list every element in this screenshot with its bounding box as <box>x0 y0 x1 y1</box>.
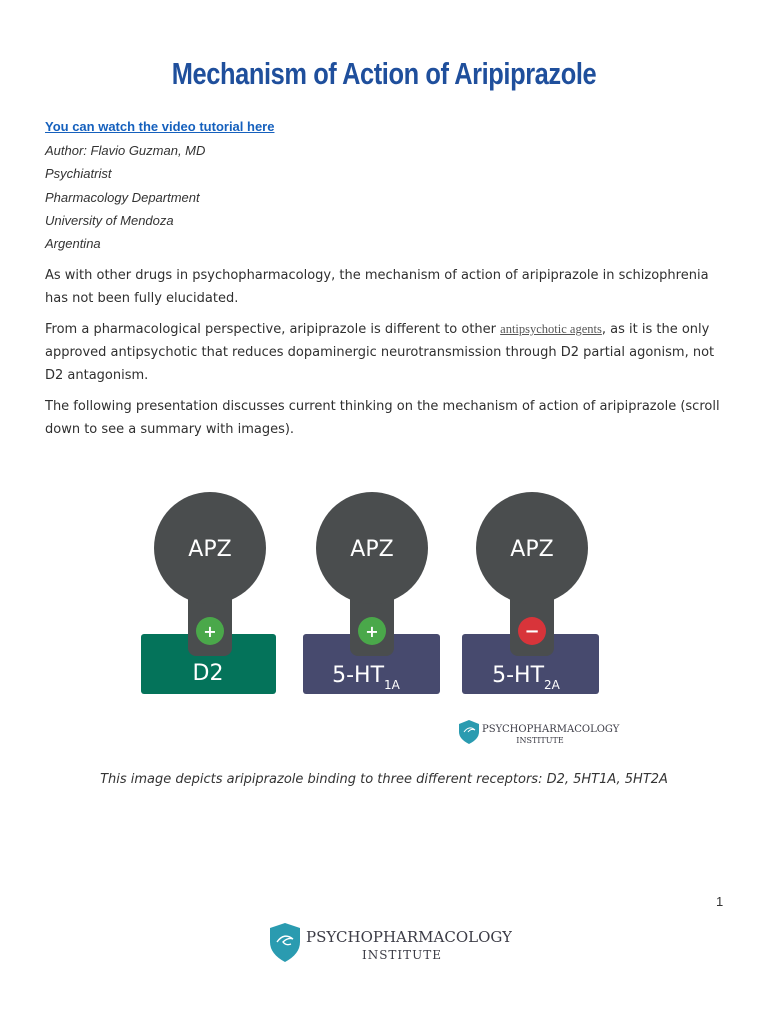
author-university: University of Mendoza <box>45 213 174 228</box>
footer-brand-subname: INSTITUTE <box>361 948 443 962</box>
agonist-plus-sign: + <box>203 622 217 641</box>
receptor-5ht1a-sub: 1A <box>384 678 400 692</box>
pharmacology-text-start: From a pharmacological perspective, aripiprazole is different to other <box>45 322 501 337</box>
pharmacology-text-end: , as it is the only approved antipsychotic that reduces dopaminergic neurotransmission through D2 partial agonism, not D2 antagonism. <box>45 322 715 383</box>
receptor-5ht2a-sub: 2A <box>544 678 560 692</box>
receptor-binding-figure <box>0 480 768 750</box>
receptor-5ht1a-group <box>303 492 440 694</box>
shield-logo-icon <box>459 720 479 744</box>
video-tutorial-link[interactable]: You can watch the video tutorial here <box>45 119 275 134</box>
author-role: Psychiatrist <box>45 166 112 181</box>
receptor-d2-group <box>141 492 276 694</box>
page-number: 1 <box>716 894 724 909</box>
intro-paragraph: As with other drugs in psychopharmacology, the mechanism of action of aripiprazole in schizophrenia has not been fully elucidated. <box>45 268 709 306</box>
receptor-5ht2a-group <box>462 492 599 694</box>
agonist-plus-sign: + <box>365 622 379 641</box>
presentation-paragraph: The following presentation discusses current thinking on the mechanism of action of aripiprazole (scroll down to see a summary with images). <box>45 399 720 437</box>
figure-caption: This image depicts aripiprazole binding to three different receptors: D2, 5HT1A, 5HT2A <box>100 772 668 787</box>
antipsychotic-agents-link[interactable]: antipsychotic agents <box>500 322 602 336</box>
figure-brand-name: PSYCHOPHARMACOLOGY <box>482 724 620 735</box>
author-country: Argentina <box>45 236 101 251</box>
pharmacology-paragraph <box>45 318 725 387</box>
drug-apz-label: APZ <box>510 537 554 562</box>
footer-brand-logo <box>262 920 512 966</box>
figure-brand-logo <box>459 720 620 745</box>
antagonist-minus-sign: − <box>524 621 540 642</box>
drug-apz-label: APZ <box>188 537 232 562</box>
footer-brand-name: PSYCHOPHARMACOLOGY <box>306 928 512 946</box>
receptor-5ht2a-main: 5-HT <box>492 663 545 688</box>
page-title: Mechanism of Action of Aripiprazole <box>171 56 597 91</box>
receptor-d2-label: D2 <box>192 661 224 686</box>
author-department: Pharmacology Department <box>45 190 200 205</box>
drug-apz-label: APZ <box>350 537 394 562</box>
figure-brand-subname: INSTITUTE <box>516 736 564 745</box>
receptor-5ht1a-main: 5-HT <box>332 663 385 688</box>
author-line: Author: Flavio Guzman, MD <box>45 143 206 158</box>
shield-logo-icon <box>270 923 300 962</box>
